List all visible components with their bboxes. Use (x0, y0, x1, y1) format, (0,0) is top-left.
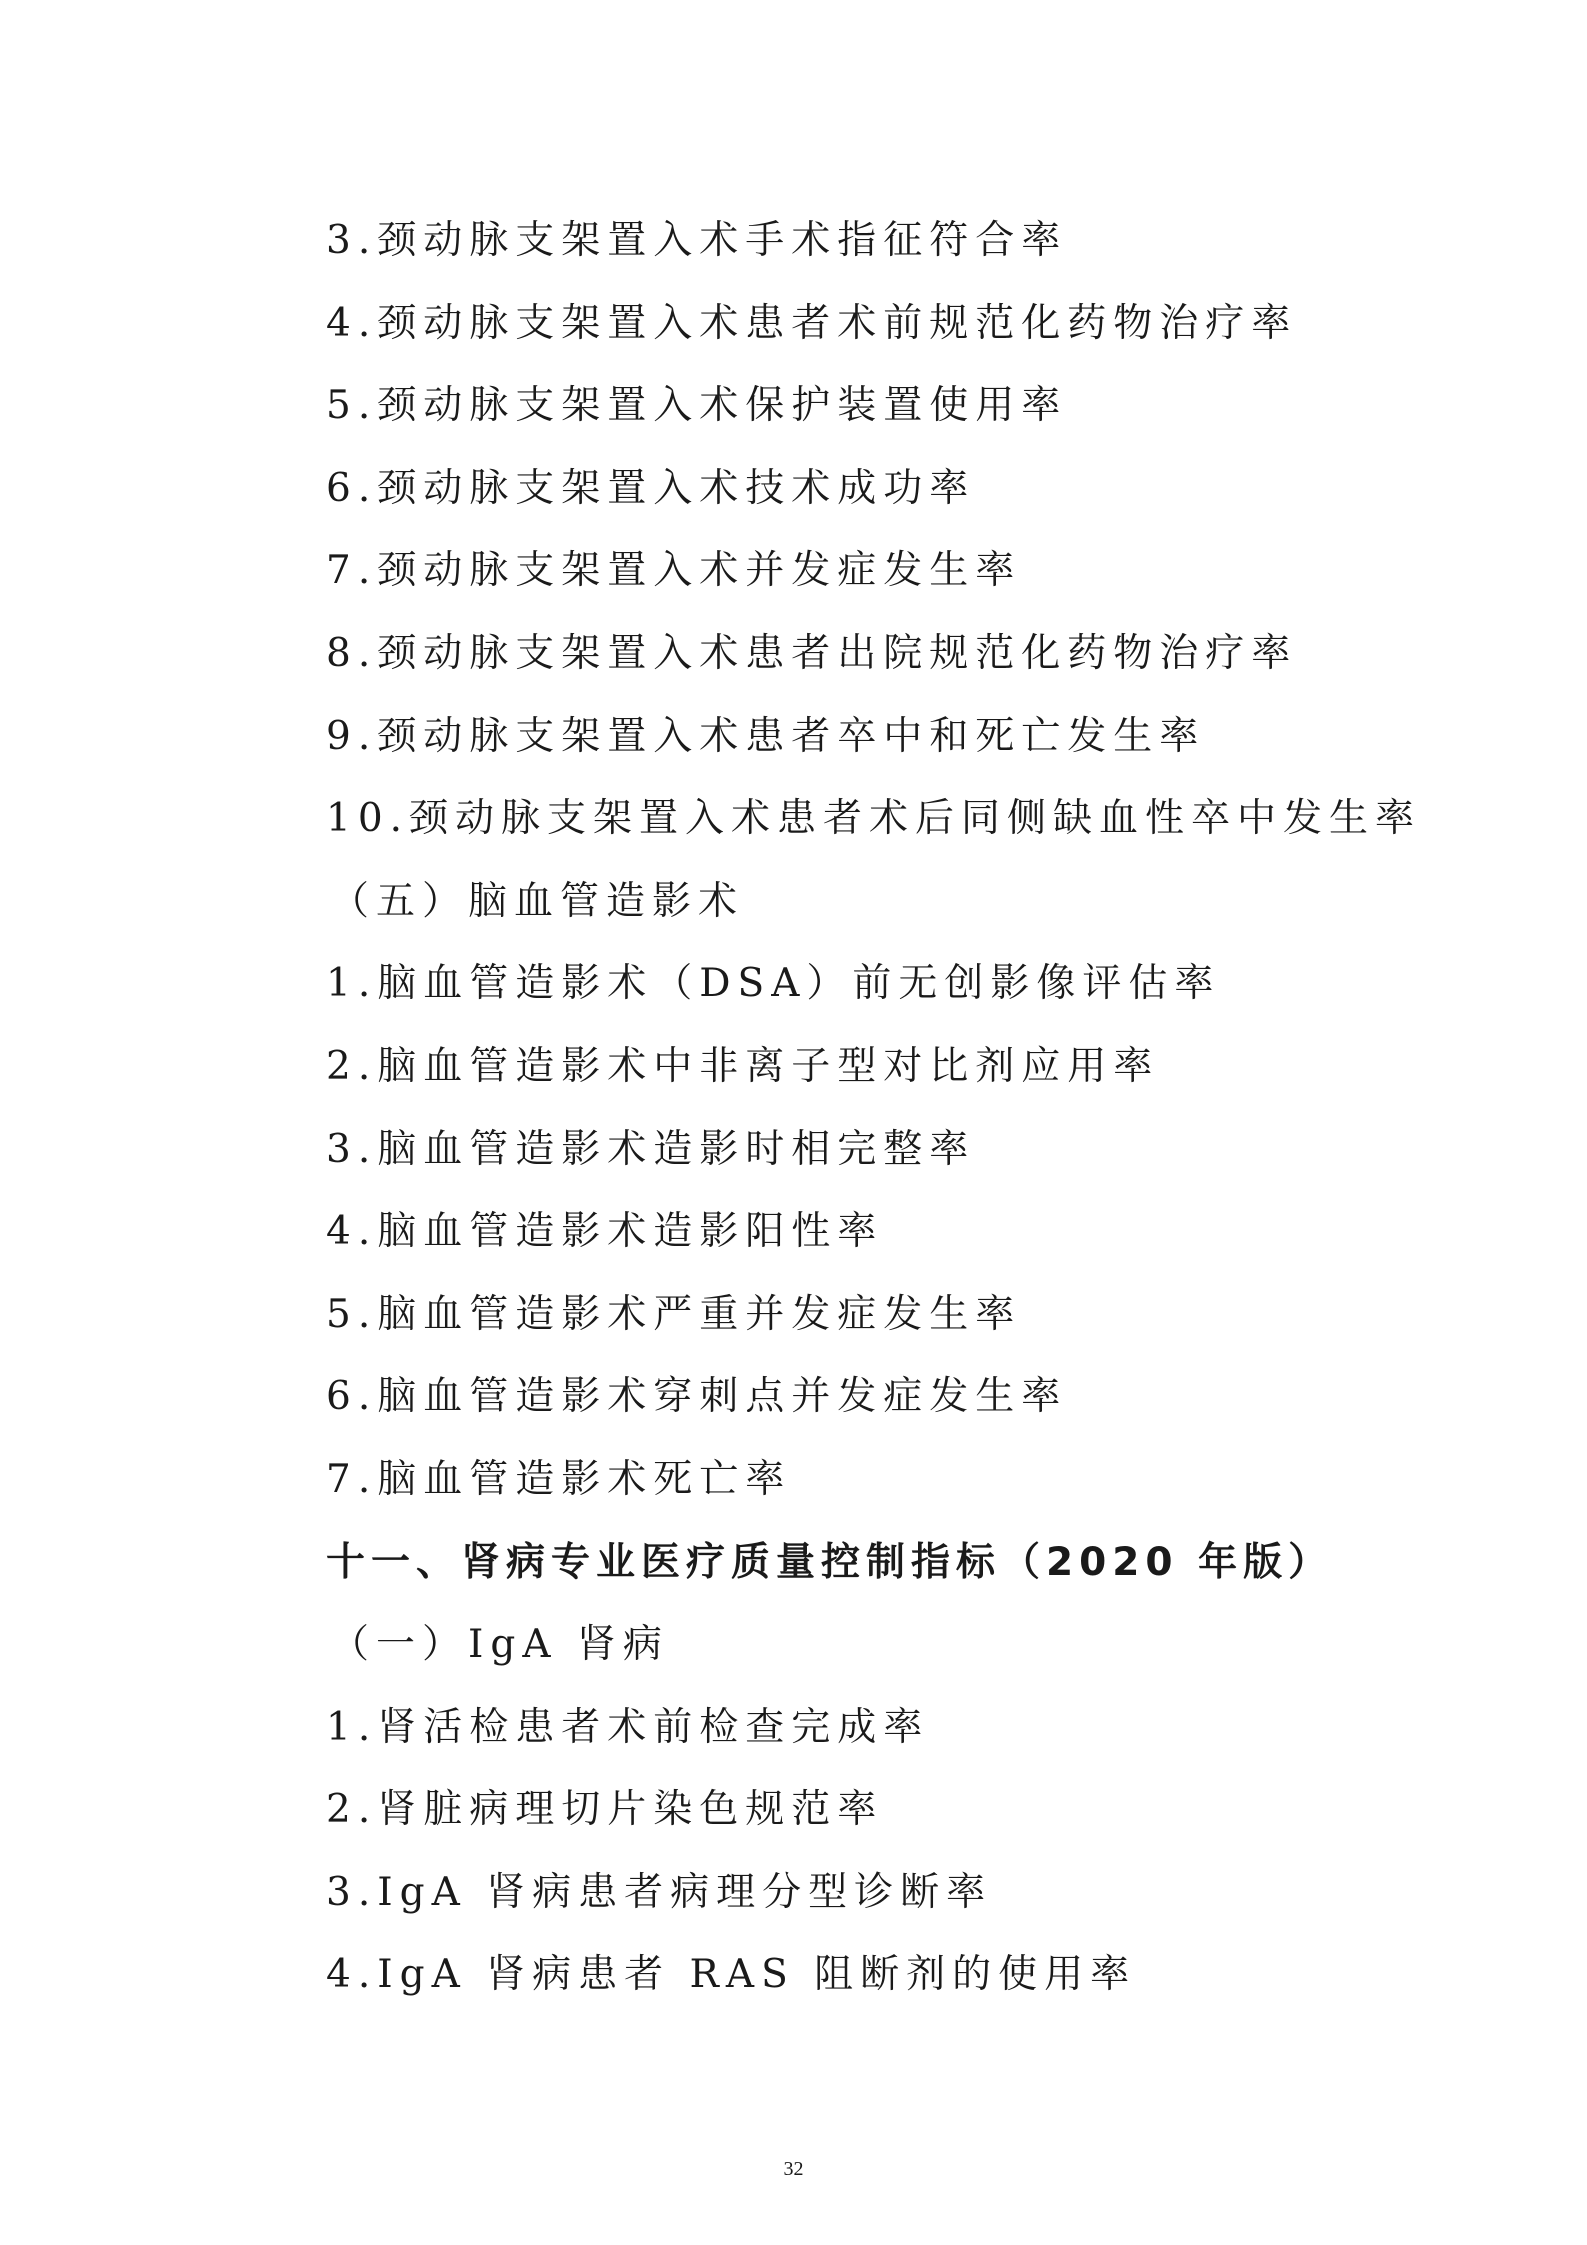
list-item: 1.脑血管造影术（DSA）前无创影像评估率 (326, 961, 1221, 1007)
document-body (326, 206, 1426, 2023)
subsection-title: （五）脑血管造影术 (330, 878, 745, 924)
list-item: 8.颈动脉支架置入术患者出院规范化药物治疗率 (326, 630, 1298, 676)
page-number: 32 (783, 2158, 804, 2180)
list-item: 4.颈动脉支架置入术患者术前规范化药物治疗率 (326, 300, 1298, 346)
list-item: 2.脑血管造影术中非离子型对比剂应用率 (326, 1043, 1160, 1089)
list-item: 5.脑血管造影术严重并发症发生率 (326, 1291, 1022, 1337)
list-item: 9.颈动脉支架置入术患者卒中和死亡发生率 (326, 713, 1206, 759)
list-item: 3.脑血管造影术造影时相完整率 (326, 1126, 976, 1172)
list-item: 7.脑血管造影术死亡率 (326, 1456, 792, 1502)
subsection-title: （一）IgA 肾病 (330, 1622, 669, 1668)
section-heading: 十一、肾病专业医疗质量控制指标（2020 年版） (326, 1539, 1334, 1585)
list-item: 3.颈动脉支架置入术手术指征符合率 (326, 218, 1068, 263)
list-item: 6.颈动脉支架置入术技术成功率 (326, 465, 976, 511)
list-item: 7.颈动脉支架置入术并发症发生率 (326, 548, 1022, 594)
list-item: 3.IgA 肾病患者病理分型诊断率 (326, 1869, 993, 1915)
list-item: 2.肾脏病理切片染色规范率 (326, 1787, 884, 1833)
list-item: 5.颈动脉支架置入术保护装置使用率 (326, 383, 1068, 429)
list-item: 10.颈动脉支架置入术患者术后同侧缺血性卒中发生率 (326, 796, 1422, 842)
list-item: 6.脑血管造影术穿刺点并发症发生率 (326, 1374, 1068, 1420)
list-item: 4.脑血管造影术造影阳性率 (326, 1209, 884, 1255)
list-item: 4.IgA 肾病患者 RAS 阻断剂的使用率 (326, 1952, 1137, 1998)
list-item: 1.肾活检患者术前检查完成率 (326, 1704, 930, 1750)
